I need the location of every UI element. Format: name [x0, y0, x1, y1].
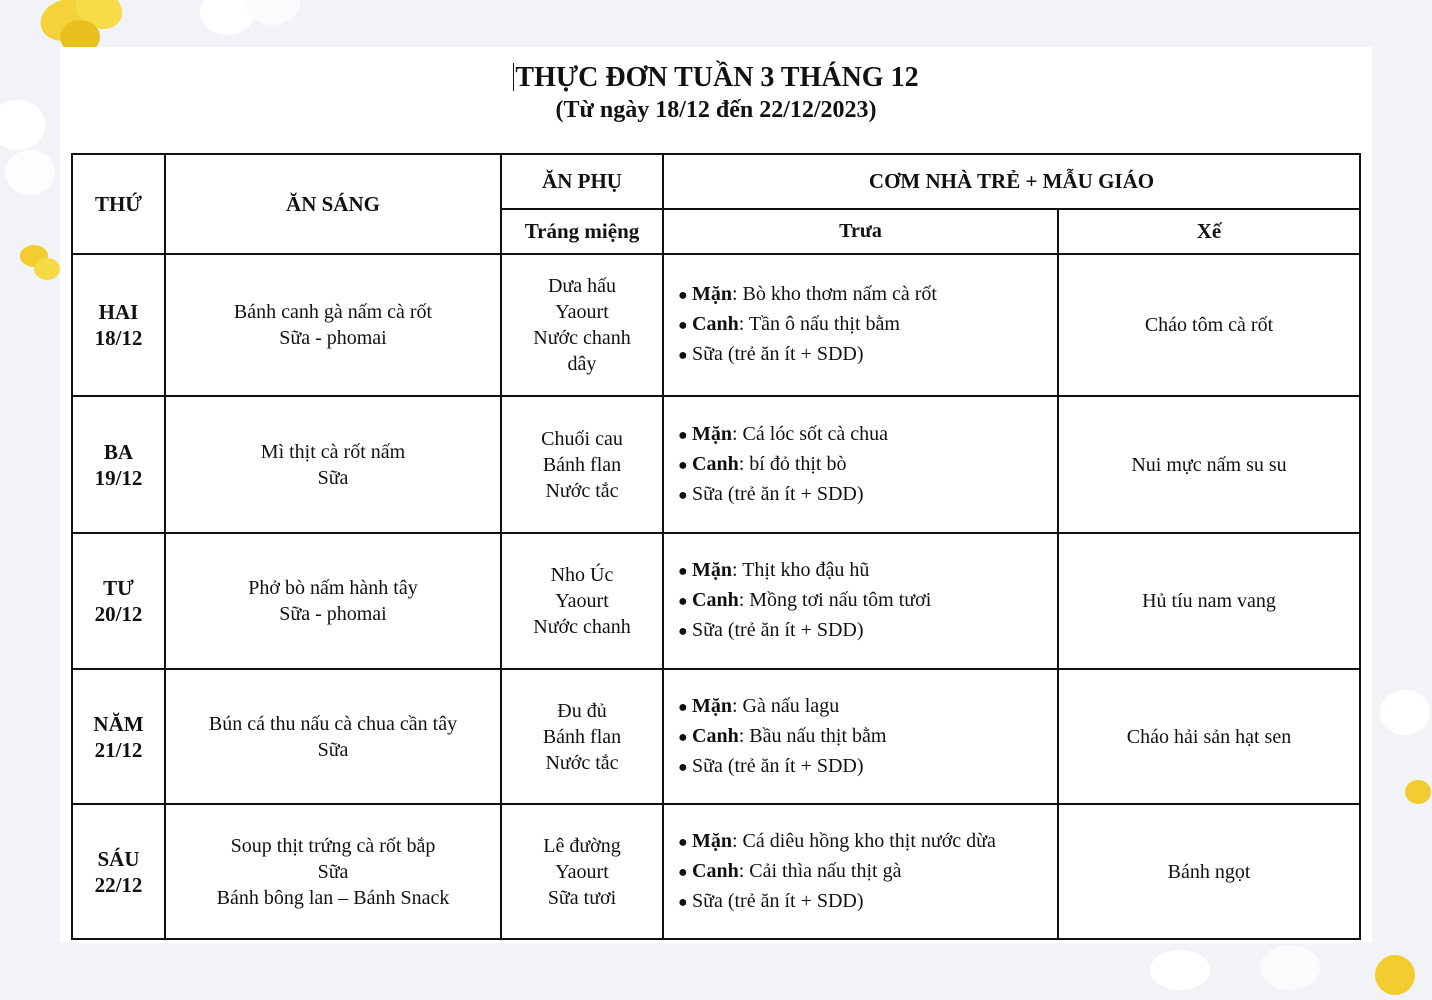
document-subtitle: (Từ ngày 18/12 đến 22/12/2023)	[555, 97, 877, 123]
breakfast-line: Mì thịt cà rốt nấm	[260, 440, 406, 463]
bullet-icon: ●	[678, 863, 688, 881]
soup-label: Canh	[692, 452, 739, 475]
dessert-line: Nước tắc	[545, 479, 619, 502]
dessert-line: Nho Úc	[550, 564, 614, 586]
day-cell	[72, 804, 165, 939]
flower-decoration-left-yellow	[20, 240, 65, 285]
lunch-soup	[678, 722, 1057, 752]
header-snack: ĂN PHỤ	[501, 154, 663, 209]
breakfast-line: Phở bò nấm hành tây	[248, 577, 418, 599]
bullet-icon: ●	[678, 317, 688, 334]
dessert-line: Đu đủ	[557, 699, 607, 722]
lunch-soup	[678, 857, 1057, 887]
soup-label: Canh	[692, 859, 739, 882]
soup-label: Canh	[692, 589, 739, 611]
table-row	[72, 669, 1360, 804]
milk-text: Sữa (trẻ ăn ít + SDD)	[692, 343, 864, 365]
soup-text: : Tần ô nấu thịt bằm	[738, 313, 900, 335]
dessert-line: Bánh flan	[542, 453, 622, 476]
lunch-soup	[678, 450, 1057, 480]
bullet-icon: ●	[678, 833, 688, 851]
breakfast-cell	[165, 669, 501, 804]
dessert-cell	[501, 254, 663, 396]
weekly-menu-table	[71, 153, 1361, 940]
breakfast-cell	[165, 804, 501, 939]
bullet-icon: ●	[678, 563, 688, 580]
flower-decoration-bottom-right	[1140, 940, 1432, 1000]
breakfast-line: Soup thịt trứng cà rốt bắp	[230, 834, 436, 857]
dessert-cell	[501, 669, 663, 804]
lunch-main-dish	[678, 556, 1057, 586]
main-text: : Thịt kho đậu hũ	[732, 559, 870, 581]
soup-text: : bí đỏ thịt bò	[738, 452, 847, 475]
dessert-line: Nước tắc	[545, 751, 619, 774]
lunch-milk	[678, 616, 1057, 646]
dessert-line: Bánh flan	[542, 725, 622, 748]
dessert-line: Sữa tươi	[547, 886, 617, 909]
dessert-line: Lê đường	[543, 834, 621, 857]
lunch-main-dish	[678, 692, 1057, 722]
bullet-icon: ●	[678, 758, 688, 776]
dessert-line: Yaourt	[555, 590, 609, 612]
lunch-main-dish	[678, 280, 1057, 310]
table-row	[72, 804, 1360, 939]
bullet-icon: ●	[678, 347, 688, 364]
main-text: : Cá lóc sốt cà chua	[732, 422, 889, 445]
soup-text: : Bầu nấu thịt bằm	[738, 724, 887, 747]
dessert-line: Dưa hấu	[547, 275, 617, 297]
title-text: THỰC ĐƠN TUẦN 3 THÁNG 12	[515, 62, 919, 93]
main-label: Mặn	[692, 283, 732, 305]
soup-text: : Cải thìa nấu thịt gà	[738, 859, 902, 882]
main-label: Mặn	[692, 829, 732, 852]
bullet-icon: ●	[678, 287, 688, 304]
dessert-cell	[501, 396, 663, 533]
dessert-line: Chuối cau	[541, 427, 623, 450]
bullet-icon: ●	[678, 456, 688, 474]
breakfast-line: Sữa - phomai	[279, 327, 387, 349]
day-date: 19/12	[94, 465, 143, 490]
bullet-icon: ●	[678, 593, 688, 610]
header-breakfast: ĂN SÁNG	[165, 154, 501, 254]
header-day: THỨ	[72, 154, 165, 254]
lunch-main-dish	[678, 420, 1057, 450]
lunch-milk	[678, 480, 1057, 510]
afternoon-cell: Cháo tôm cà rốt	[1058, 254, 1360, 396]
lunch-soup	[678, 310, 1057, 340]
day-date: 20/12	[94, 602, 143, 626]
lunch-main-dish	[678, 827, 1057, 857]
day-cell	[72, 254, 165, 396]
afternoon-cell: Nui mực nấm su su	[1058, 396, 1360, 533]
day-date: 18/12	[94, 326, 143, 350]
breakfast-line: Sữa	[317, 860, 349, 883]
breakfast-line: Sữa - phomai	[279, 603, 387, 625]
dessert-line: Nước chanh	[533, 327, 631, 349]
table-row	[72, 254, 1360, 396]
header-afternoon: Xế	[1058, 209, 1360, 254]
lunch-cell	[663, 533, 1058, 669]
main-text: : Gà nấu lagu	[732, 694, 840, 717]
day-cell	[72, 533, 165, 669]
day-cell	[72, 396, 165, 533]
header-row-1	[72, 154, 1360, 209]
day-date: 22/12	[94, 872, 143, 897]
lunch-milk	[678, 752, 1057, 782]
dessert-cell	[501, 804, 663, 939]
lunch-soup	[678, 586, 1057, 616]
day-name: HAI	[98, 300, 139, 324]
afternoon-cell: Bánh ngọt	[1058, 804, 1360, 939]
bullet-icon: ●	[678, 623, 688, 640]
day-name: SÁU	[97, 846, 140, 871]
afternoon-cell: Cháo hải sản hạt sen	[1058, 669, 1360, 804]
day-date: 21/12	[94, 737, 143, 762]
bullet-icon: ●	[678, 728, 688, 746]
bullet-icon: ●	[678, 486, 688, 504]
lunch-cell	[663, 669, 1058, 804]
milk-text: Sữa (trẻ ăn ít + SDD)	[692, 889, 864, 912]
soup-label: Canh	[692, 313, 739, 335]
day-name: BA	[103, 439, 134, 464]
breakfast-cell	[165, 396, 501, 533]
milk-text: Sữa (trẻ ăn ít + SDD)	[692, 482, 864, 505]
header-rice-meal: CƠM NHÀ TRẺ + MẪU GIÁO	[663, 154, 1360, 209]
breakfast-cell	[165, 254, 501, 396]
main-label: Mặn	[692, 559, 732, 581]
document-title	[60, 61, 1372, 95]
main-text: : Cá diêu hồng kho thịt nước dừa	[732, 829, 996, 852]
lunch-milk	[678, 887, 1057, 917]
breakfast-line: Sữa	[317, 466, 349, 489]
breakfast-cell	[165, 533, 501, 669]
day-name: NĂM	[93, 711, 144, 736]
breakfast-line: Sữa	[317, 738, 349, 761]
lunch-milk	[678, 340, 1057, 370]
dessert-cell	[501, 533, 663, 669]
lunch-cell	[663, 804, 1058, 939]
day-name: TƯ	[103, 576, 134, 600]
flower-decoration-right	[1375, 680, 1432, 860]
breakfast-line: Bánh canh gà nấm cà rốt	[233, 301, 433, 323]
table-row	[72, 533, 1360, 669]
title-block	[60, 61, 1372, 125]
main-label: Mặn	[692, 694, 732, 717]
lunch-cell	[663, 254, 1058, 396]
dessert-line: Nước chanh	[533, 616, 631, 638]
table-row	[72, 396, 1360, 533]
afternoon-cell: Hủ tíu nam vang	[1058, 533, 1360, 669]
main-label: Mặn	[692, 422, 732, 445]
header-lunch: Trưa	[663, 209, 1058, 254]
breakfast-line: Bún cá thu nấu cà chua cần tây	[208, 712, 458, 735]
header-dessert: Tráng miệng	[501, 209, 663, 254]
dessert-line: Yaourt	[555, 860, 609, 883]
menu-document	[60, 47, 1372, 943]
bullet-icon: ●	[678, 893, 688, 911]
milk-text: Sữa (trẻ ăn ít + SDD)	[692, 619, 864, 641]
dessert-line: Yaourt	[555, 301, 609, 323]
milk-text: Sữa (trẻ ăn ít + SDD)	[692, 754, 864, 777]
day-cell	[72, 669, 165, 804]
breakfast-line: Bánh bông lan – Bánh Snack	[216, 886, 450, 909]
flower-decoration-left	[0, 100, 60, 240]
bullet-icon: ●	[678, 426, 688, 444]
bullet-icon: ●	[678, 698, 688, 716]
dessert-line: dây	[567, 353, 597, 375]
soup-text: : Mồng tơi nấu tôm tươi	[738, 589, 932, 611]
flower-decoration-top	[200, 0, 310, 50]
main-text: : Bò kho thơm nấm cà rốt	[732, 283, 937, 305]
soup-label: Canh	[692, 724, 739, 747]
lunch-cell	[663, 396, 1058, 533]
